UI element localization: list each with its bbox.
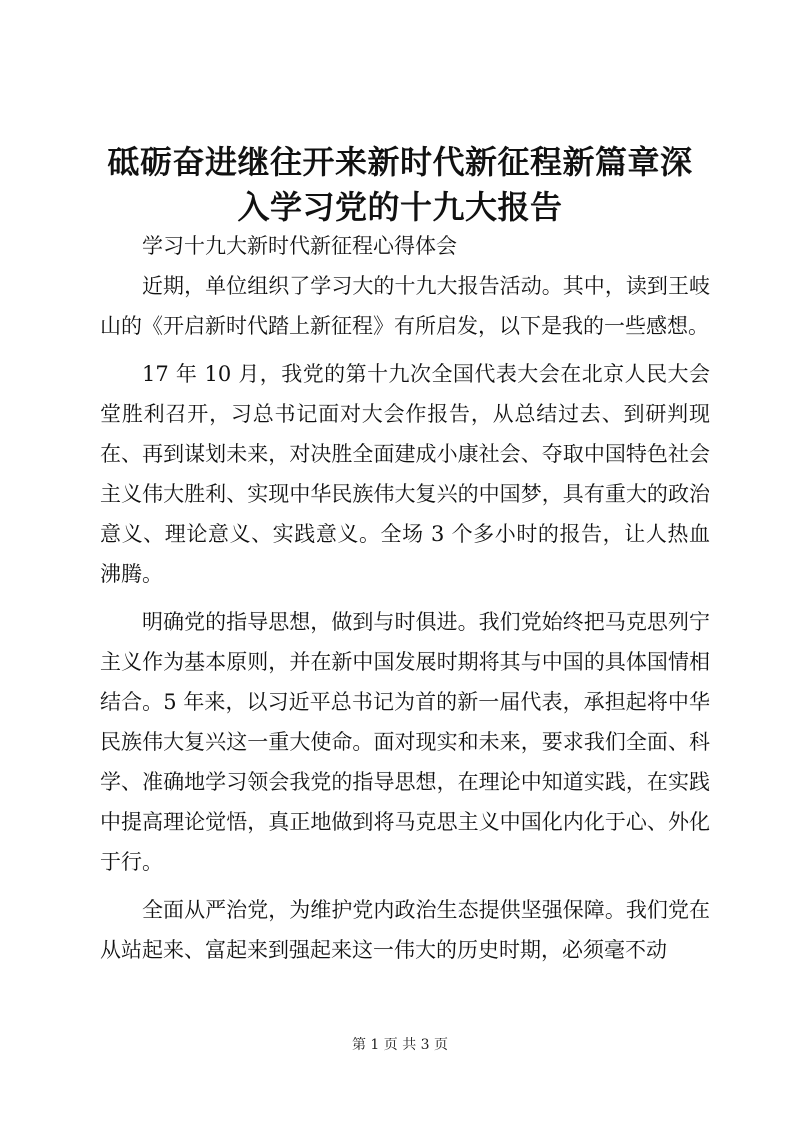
document-body (100, 226, 710, 978)
paragraph-1: 近期，单位组织了学习大的十九大报告活动。其中，读到王岐山的《开启新时代踏上新征程》有所启发，以下是我的一些感想。 (100, 274, 710, 338)
page-footer: 第 1 页 共 3 页 (351, 1037, 449, 1053)
paragraph-4: 全面从严治党，为维护党内政治生态提供坚强保障。我们党在从站起来、富起来到强起来这一伟大的历史时期，必须毫不动 (100, 898, 710, 962)
paragraph-3: 明确党的指导思想，做到与时俱进。我们党始终把马克思列宁主义作为基本原则，并在新中国发展时期将其与中国的具体国情相结合。5 年来，以习近平总书记为首的新一届代表，承担起将中华民族伟大复兴这一重大使命。面对现实和未来，要求我们全面、科学、准确地学习领会我党的指导思想，在理论中知道实践，在实践中提高理论觉悟，真正地做到将马克思主义中国化内化于心、外化于行。 (100, 610, 710, 874)
document-subtitle: 学习十九大新时代新征程心得体会 (142, 234, 457, 258)
document-title: 砥砺奋进继往开来新时代新征程新篇章深入学习党的十九大报告 (107, 143, 693, 226)
paragraph-2: 17 年 10 月，我党的第十九次全国代表大会在北京人民大会堂胜利召开，习总书记面对大会作报告，从总结过去、到研判现在、再到谋划未来，对决胜全面建成小康社会、夺取中国特色社会主义伟大胜利、实现中华民族伟大复兴的中国梦，具有重大的政治意义、理论意义、实践意义。全场 3 个多小时的报告，让人热血沸腾。 (100, 362, 710, 586)
